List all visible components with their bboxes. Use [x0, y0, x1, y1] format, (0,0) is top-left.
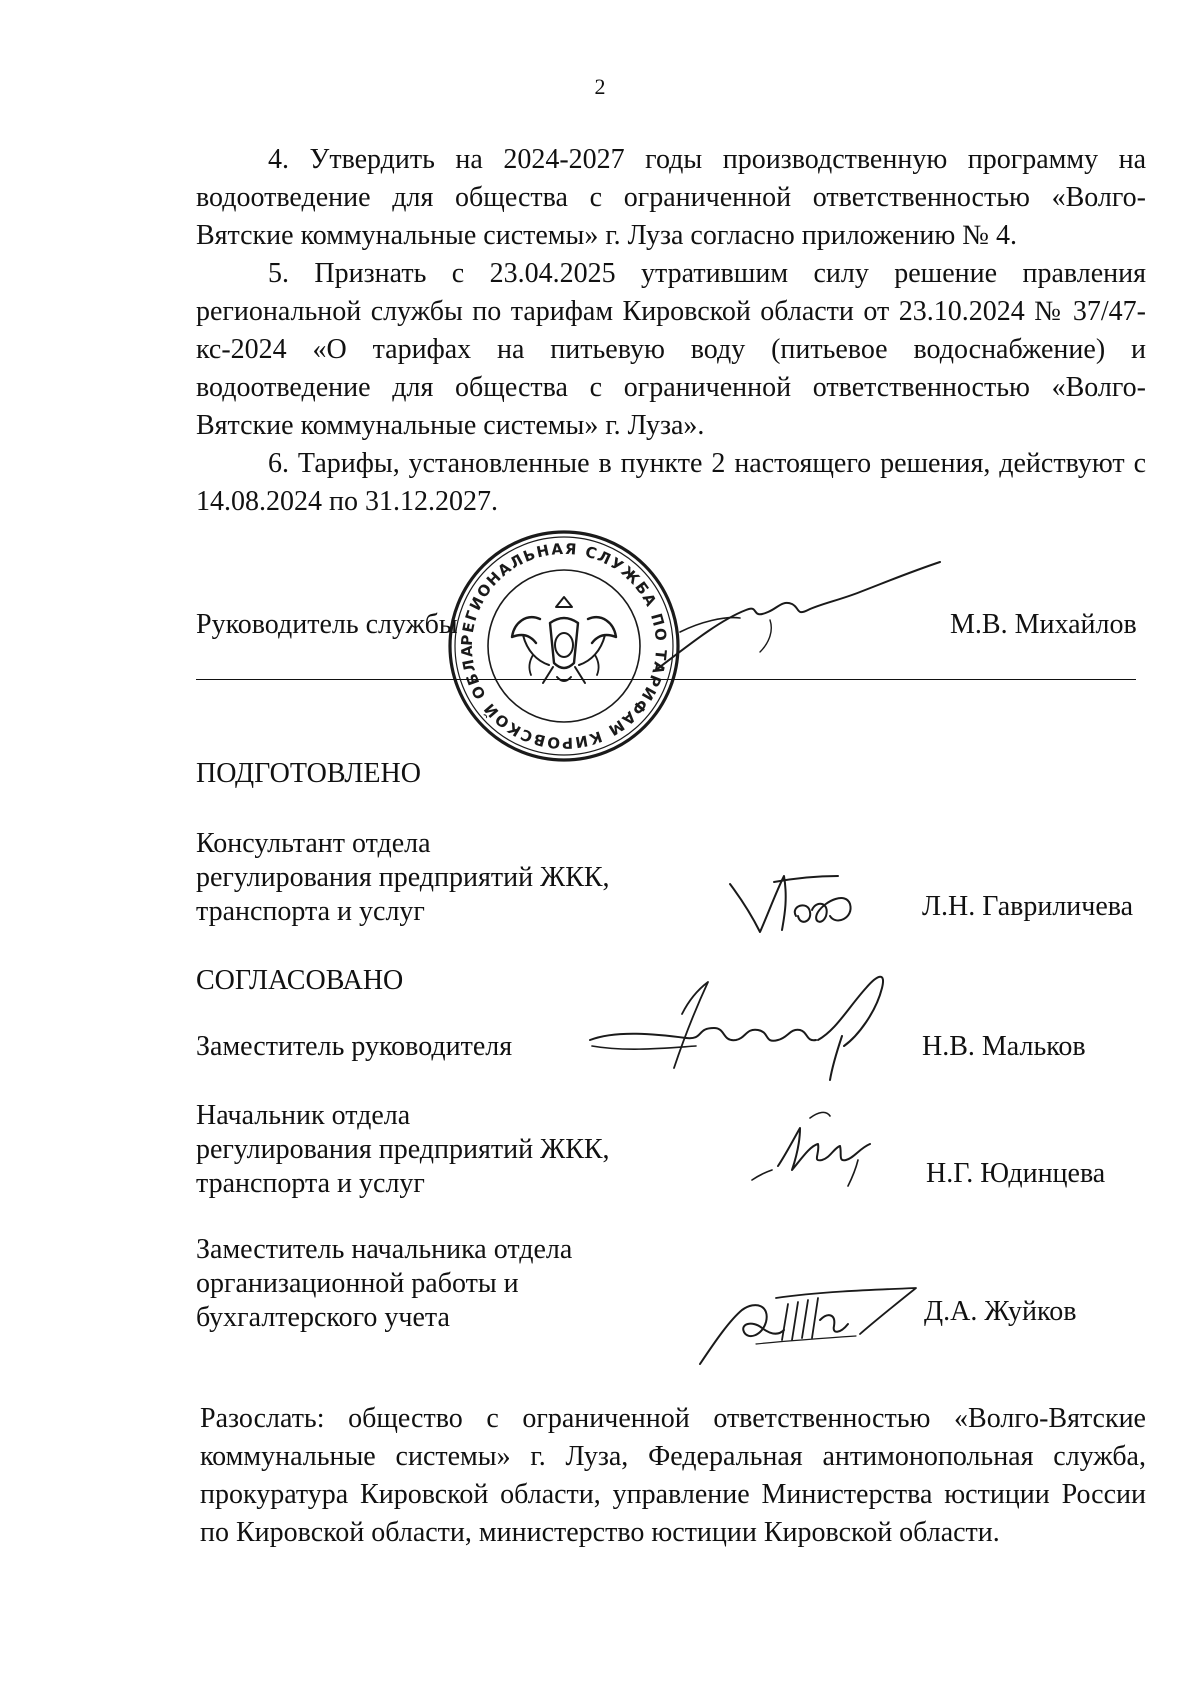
distribution-list: Разослать: общество с ограниченной ответственностью «Волго-Вятские коммунальные системы» г. Луза, Федеральная антимонопольная служба, прокуратура Кировской области, управление Министерства юстиции России по Кировской области, министерство юстиции Кировской области. — [200, 1403, 1146, 1548]
paragraph-6: 6. Тарифы, установленные в пункте 2 настоящего решения, действуют с 14.08.2024 по 31.12.2027. — [196, 448, 1146, 517]
prepared-signature — [726, 870, 866, 938]
paragraph-5: 5. Признать с 23.04.2025 утратившим силу решение правления региональной службы по тарифам Кировской области от 23.10.2024 № 37/47-кс-2024 «О тарифах на питьевую воду (питьевое водоснабжение) и водоотведение для общества с ограниченной ответственностью «Волго-Вятские коммунальные системы» г. Луза». — [196, 258, 1146, 441]
signature-divider — [196, 679, 1136, 680]
agreed-signature-2 — [748, 1108, 878, 1188]
agreed-signer-2-name: Н.Г. Юдинцева — [926, 1158, 1106, 1189]
paragraph-4: 4. Утвердить на 2024-2027 годы производственную программу на водоотведение для общества с ограниченной ответственностью «Волго-Вятские коммунальные системы» г. Луза согласно приложению № 4. — [196, 144, 1146, 251]
official-seal — [437, 513, 683, 765]
agreed-signer-2-title: Начальник отдела регулирования предприятий ЖКК, транспорта и услуг — [196, 1100, 610, 1199]
page-number: 2 — [594, 74, 606, 99]
agreed-signature-3 — [696, 1280, 926, 1366]
seal-text: РЕГИОНАЛЬНАЯ СЛУЖБА ПО ТАРИФАМ КИРОВСКОЙ ОБЛАСТИ — [437, 513, 671, 753]
prepared-signer-title: Консультант отдела регулирования предприятий ЖКК, транспорта и услуг — [196, 828, 610, 927]
agreed-signer-3-name: Д.А. Жуйков — [924, 1296, 1077, 1327]
agreed-signature-1 — [586, 968, 916, 1088]
prepared-heading: ПОДГОТОВЛЕНО — [196, 758, 421, 789]
agreed-signer-3-title: Заместитель начальника отдела организационной работы и бухгалтерского учета — [196, 1234, 573, 1333]
agreed-heading: СОГЛАСОВАНО — [196, 965, 404, 996]
agreed-signer-1-name: Н.В. Мальков — [922, 1031, 1086, 1062]
agreed-signer-1-title: Заместитель руководителя — [196, 1031, 513, 1062]
head-name: М.В. Михайлов — [950, 609, 1137, 640]
prepared-signer-name: Л.Н. Гавриличева — [922, 891, 1134, 922]
head-signature — [650, 560, 950, 680]
head-title: Руководитель службы — [196, 609, 458, 640]
